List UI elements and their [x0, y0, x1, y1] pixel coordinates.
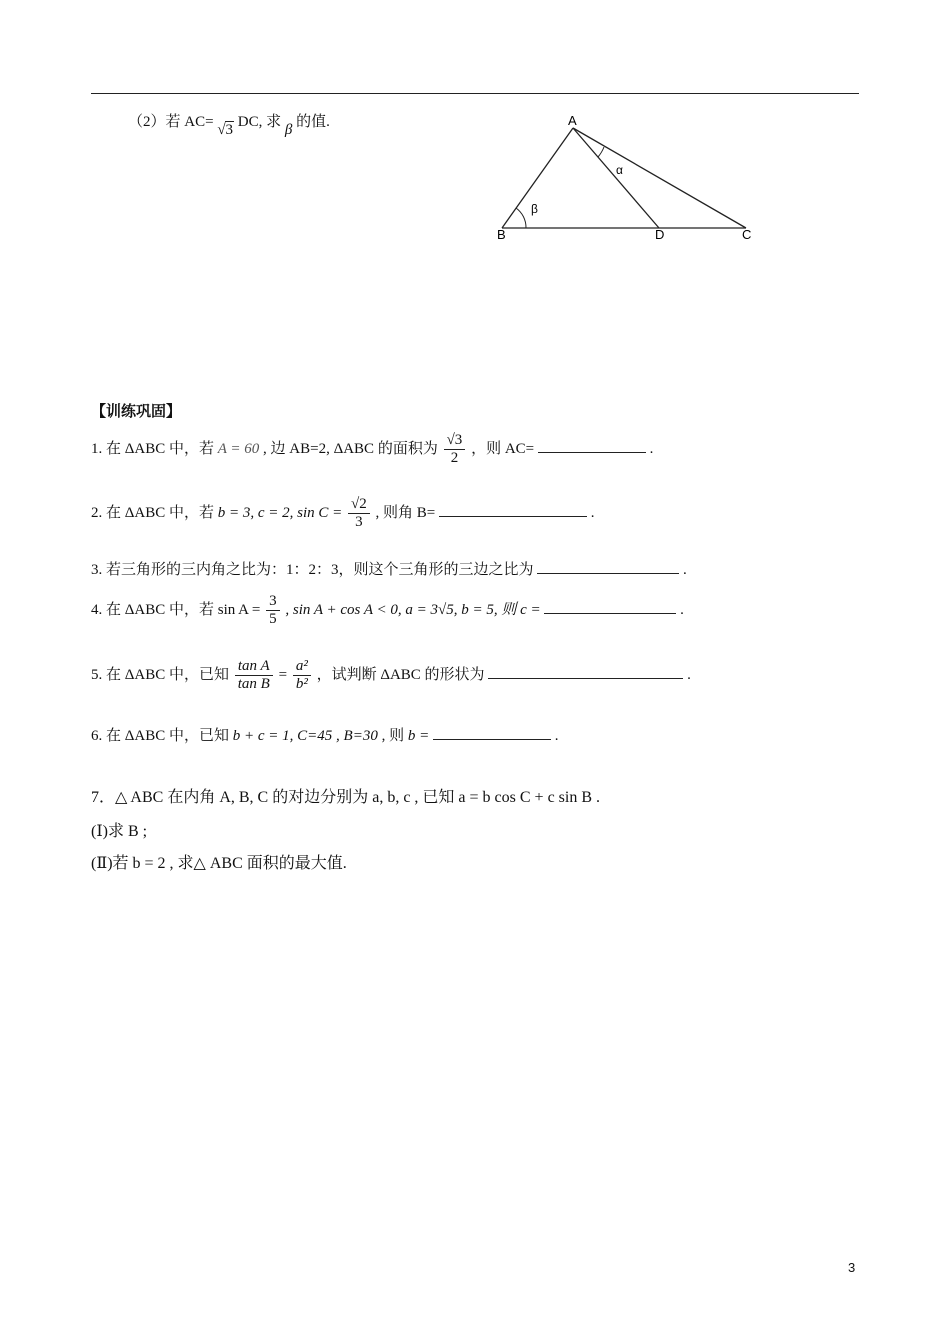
answer-blank-4[interactable] — [544, 599, 676, 614]
vertex-A: A — [568, 113, 577, 128]
angle-alpha-arc — [598, 147, 604, 157]
part2-text-a: （2）若 AC= — [128, 114, 214, 130]
section-title: 【训练巩固】 — [91, 404, 182, 420]
sqrt3: √3 — [217, 122, 234, 138]
part2-text-b: DC, 求 — [237, 114, 282, 130]
question-7-stem: 7．△ ABC 在内角 A, B, C 的对边分别为 a, b, c , 已知 a = b cos C + c sin B . — [91, 789, 601, 806]
vertex-B: B — [497, 227, 506, 242]
triangle-figure — [490, 110, 760, 245]
answer-blank-1[interactable] — [538, 438, 646, 453]
question-7-part-2: (Ⅱ)若 b = 2 , 求△ ABC 面积的最大值. — [91, 855, 347, 872]
question-1: 1. 在 ΔABC 中，若 A = 60 , 边 AB=2, ΔABC 的面积为 $\frac{√3}{2}$ ，则 AC= . — [91, 432, 654, 467]
angle-beta-arc — [516, 208, 526, 228]
question-2: 2. 在 ΔABC 中，若 b = 3, c = 2, sin C = $\frac{√2}{3}$ , 则角 B= . — [91, 496, 595, 531]
vertex-D: D — [655, 227, 665, 242]
answer-blank-5[interactable] — [488, 664, 683, 679]
header-rule — [91, 93, 859, 94]
question-5: 5. 在 ΔABC 中，已知 $\frac{\text{tan A}}{\text{tan B}}$ = $\frac{\text{a²}}{\text{b²}}$ ，试判断 ΔABC 的形状为 . — [91, 658, 691, 693]
label-beta: β — [531, 202, 538, 216]
question-7-part-1: (Ⅰ)求 B ; — [91, 823, 148, 840]
question-3: 3. 若三角形的三内角之比为：1：2：3，则这个三角形的三边之比为 . — [91, 558, 687, 579]
vertex-C: C — [742, 227, 752, 242]
question-4: 4. 在 ΔABC 中，若 sin A = $\frac{3}{5}$ , sin A + cos A < 0, a = 3√5, b = 5, 则 c = . — [91, 593, 684, 628]
page-number: 3 — [848, 1260, 856, 1275]
part2-line — [128, 110, 330, 138]
side-AC — [573, 128, 746, 228]
side-AD — [573, 128, 659, 228]
answer-blank-2[interactable] — [439, 502, 587, 517]
answer-blank-3[interactable] — [537, 559, 679, 574]
part2-beta: β — [284, 122, 293, 138]
answer-blank-6[interactable] — [433, 725, 551, 740]
question-6: 6. 在 ΔABC 中，已知 b + c = 1, C=45 , B=30 , 则 b = . — [91, 724, 558, 745]
part2-text-c: 的值. — [296, 114, 330, 130]
label-alpha: α — [616, 163, 623, 177]
